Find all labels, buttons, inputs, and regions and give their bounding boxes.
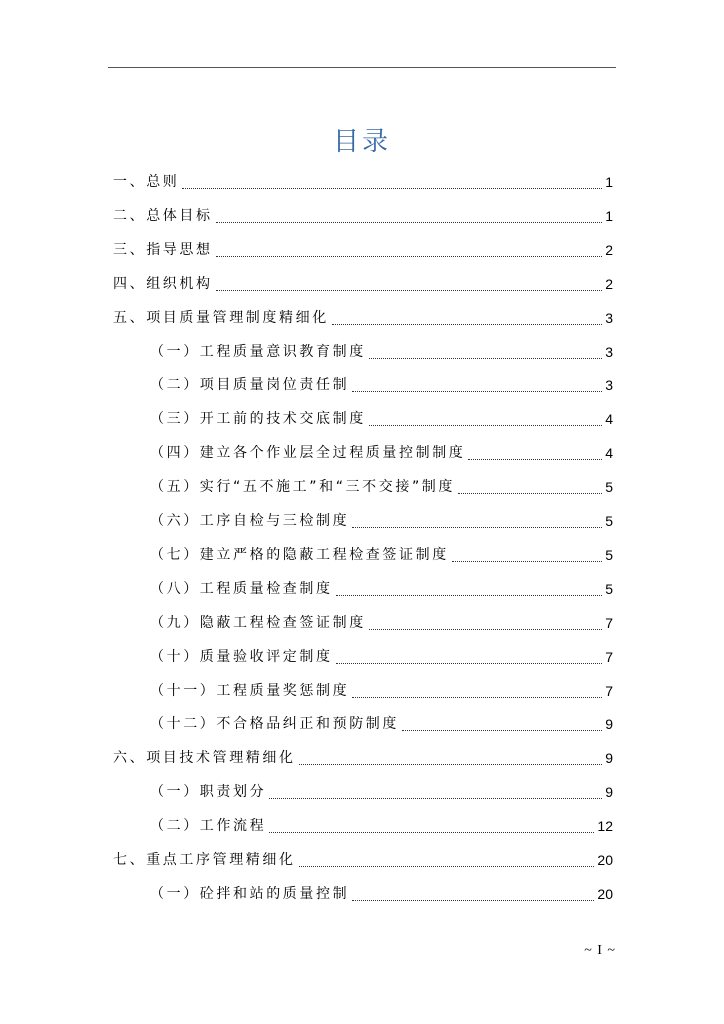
toc-entry[interactable] (150, 877, 613, 911)
toc-entry-text: （六）工序自检与三检制度 (150, 513, 350, 529)
toc-title: 目录 (332, 127, 391, 157)
toc-entry-text: 五、项目质量管理制度精细化 (113, 309, 329, 326)
toc-entry[interactable] (150, 640, 613, 674)
toc-entry[interactable] (113, 165, 613, 199)
toc-dot-leader (216, 221, 603, 223)
toc-entry-page: 5 (605, 580, 613, 597)
toc-dot-leader (402, 729, 602, 731)
toc-dot-leader (369, 357, 602, 359)
toc-dot-leader (336, 662, 603, 664)
toc-entry-page: 2 (605, 275, 613, 292)
toc-entry-text: （一）职责划分 (150, 784, 267, 801)
toc-entry[interactable] (150, 572, 613, 606)
toc-entry-text: （三）开工前的技术交底制度 (150, 411, 366, 428)
toc-dot-leader (369, 628, 602, 630)
toc-entry-page: 7 (605, 648, 613, 665)
toc-entry-page: 7 (605, 682, 613, 699)
toc-entry-page: 9 (605, 784, 613, 801)
toc-entry-text: （二）项目质量岗位责任制 (150, 377, 350, 394)
toc-entry-text: 七、重点工序管理精细化 (113, 852, 296, 868)
toc-entry-text: 四、组织机构 (113, 275, 213, 292)
toc-entry-text: 三、指导思想 (113, 241, 213, 258)
toc-entry-text: （七）建立严格的隐蔽工程检查签证制度 (150, 546, 449, 563)
toc-dot-leader (216, 255, 603, 257)
toc-dot-leader (468, 458, 602, 460)
toc-entry[interactable] (113, 301, 613, 335)
toc-dot-leader (352, 390, 602, 392)
toc-entry-page: 3 (605, 377, 613, 394)
toc-entry[interactable] (150, 606, 613, 640)
toc-entry-page: 2 (605, 241, 613, 258)
toc-entry[interactable] (150, 470, 613, 504)
toc-dot-leader (299, 763, 603, 765)
toc-dot-leader (369, 424, 602, 426)
toc-dot-leader (216, 289, 603, 291)
toc-dot-leader (269, 831, 594, 833)
toc-entry-text: （二）工作流程 (150, 818, 267, 835)
toc-entry-page: 9 (605, 750, 613, 767)
toc-entry[interactable] (150, 402, 613, 436)
toc-entry[interactable] (113, 741, 613, 775)
toc-entry-text: （十）质量验收评定制度 (150, 648, 333, 665)
toc-entry[interactable] (113, 267, 613, 301)
toc-entry[interactable] (150, 368, 613, 402)
toc-dot-leader (336, 594, 603, 596)
toc-entry-text: （十二）不合格品纠正和预防制度 (150, 716, 399, 733)
toc-entry[interactable] (150, 538, 613, 572)
toc-dot-leader (182, 187, 602, 189)
toc-entry-page: 3 (605, 309, 613, 326)
toc-dot-leader (269, 797, 602, 799)
toc-entry[interactable] (113, 199, 613, 233)
toc-entry-page: 20 (597, 885, 613, 902)
toc-entry-text: 一、总则 (113, 174, 180, 190)
toc-entry-page: 5 (605, 479, 613, 496)
toc-entry[interactable] (150, 809, 613, 843)
toc-entry[interactable] (150, 674, 613, 708)
toc-entry[interactable] (150, 707, 613, 741)
toc-entry-page: 7 (605, 614, 613, 631)
toc-entry-text: 二、总体目标 (113, 207, 213, 224)
toc-dot-leader (352, 526, 602, 528)
toc-dot-leader (352, 696, 602, 698)
toc-entry[interactable] (150, 335, 613, 369)
toc-entry-page: 4 (605, 411, 613, 428)
toc-dot-leader (299, 865, 595, 867)
toc-entry[interactable] (150, 436, 613, 470)
toc-entry-text: （五）实行“五不施工”和“三不交接”制度 (150, 479, 456, 496)
toc-entry-page: 5 (605, 513, 613, 529)
toc-entry-page: 4 (605, 445, 613, 462)
toc-entry-page: 5 (605, 546, 613, 563)
toc-entry-text: 六、项目技术管理精细化 (113, 750, 296, 767)
toc-entry-page: 3 (605, 343, 613, 360)
toc-entry[interactable] (150, 504, 613, 538)
toc-entry[interactable] (150, 775, 613, 809)
toc-entry-text: （四）建立各个作业层全过程质量控制制度 (150, 445, 466, 462)
toc-entry-text: （一）工程质量意识教育制度 (150, 343, 366, 360)
toc-entry[interactable] (113, 233, 613, 267)
toc-dot-leader (352, 899, 594, 901)
toc-entry-page: 9 (605, 716, 613, 733)
toc-entry-page: 12 (597, 818, 613, 835)
toc-entry-page: 1 (605, 207, 613, 224)
toc-dot-leader (452, 560, 602, 562)
toc-entry[interactable] (113, 843, 613, 877)
toc-dot-leader (332, 323, 602, 325)
toc-entry-text: （十一）工程质量奖惩制度 (150, 682, 350, 699)
toc-entry-text: （八）工程质量检查制度 (150, 580, 333, 597)
toc-entry-text: （九）隐蔽工程检查签证制度 (150, 614, 366, 631)
toc-entry-page: 20 (597, 852, 613, 868)
header-rule (108, 67, 616, 68)
footer-page-number: ~ I ~ (584, 943, 616, 958)
toc-entry-page: 1 (605, 174, 613, 190)
toc-entry-text: （一）砼拌和站的质量控制 (150, 885, 350, 902)
toc-dot-leader (458, 492, 602, 494)
